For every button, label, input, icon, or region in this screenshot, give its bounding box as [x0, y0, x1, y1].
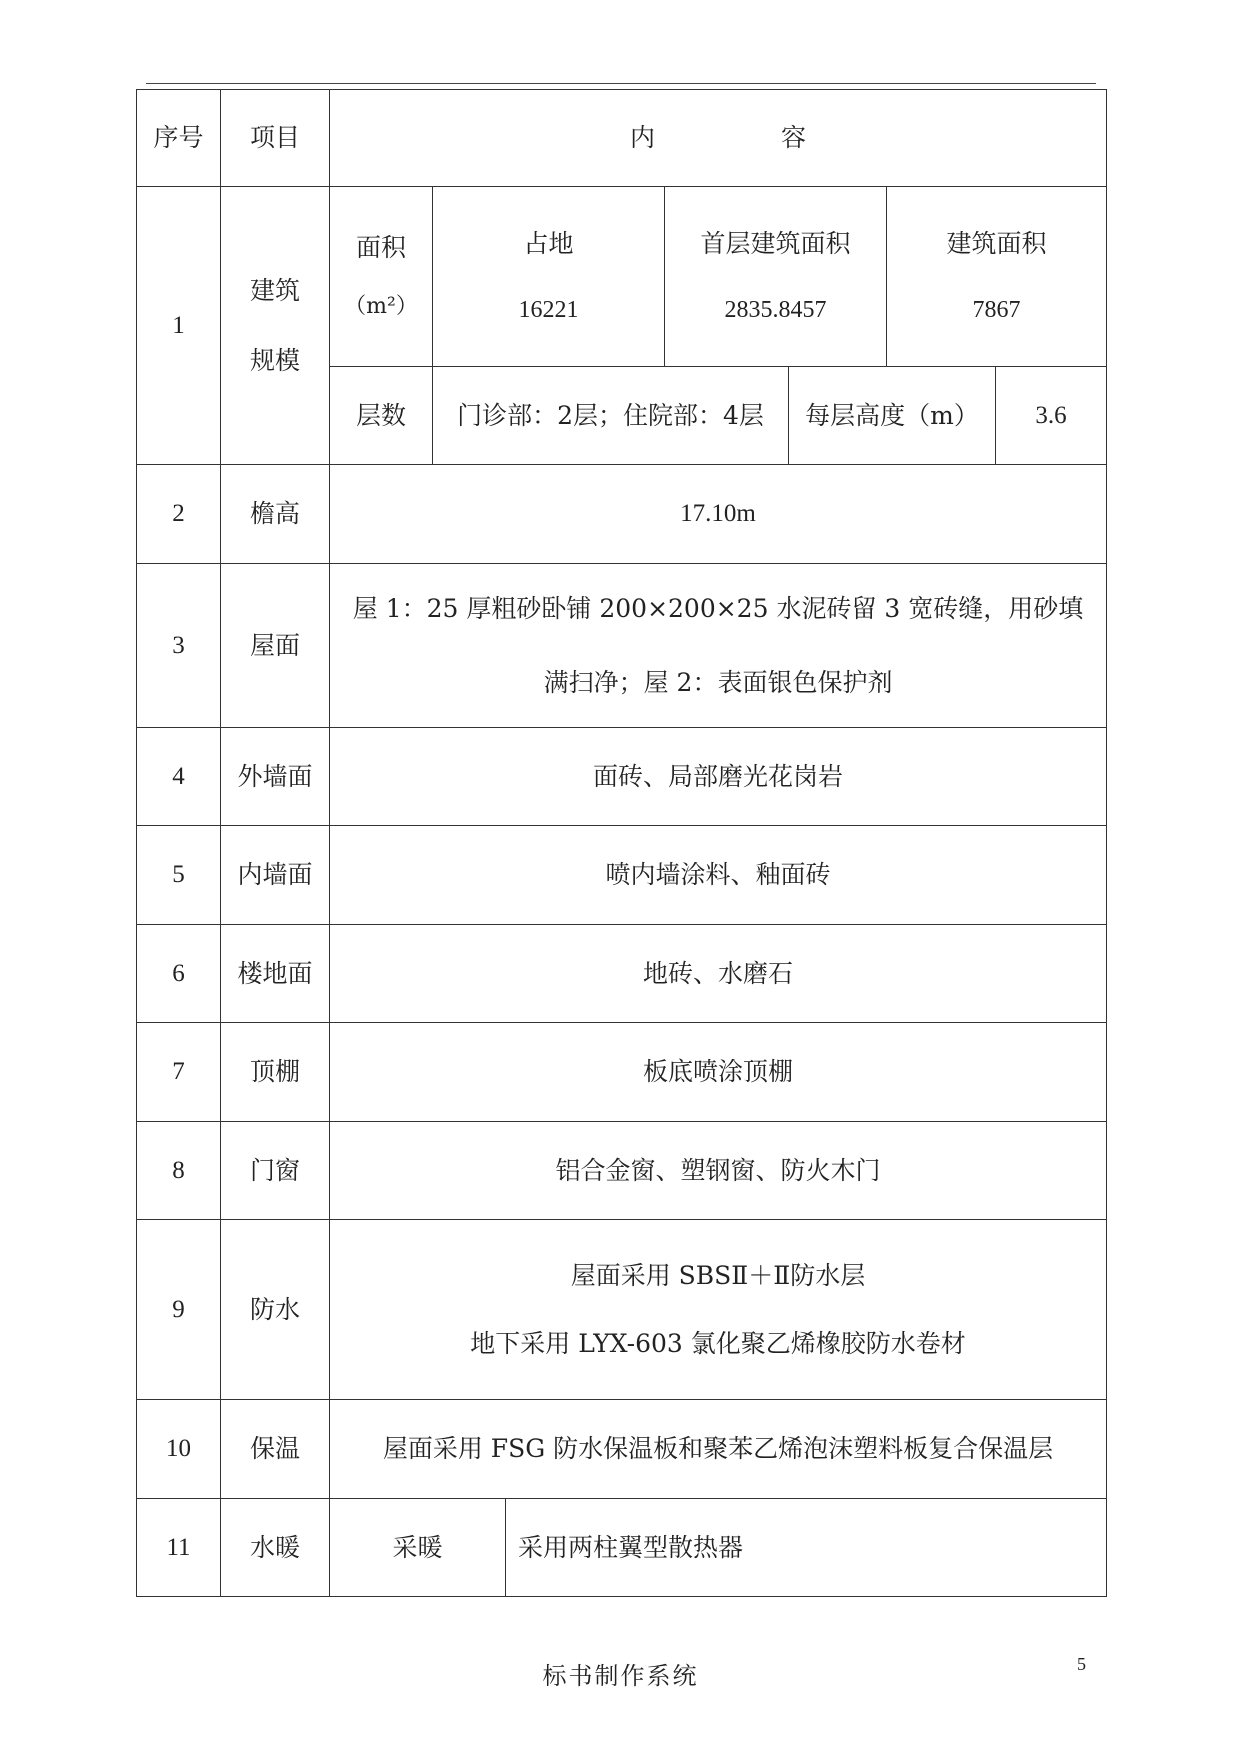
table-row: [137, 925, 1107, 1023]
row-content-line1: 屋 1：25 厚粗砂卧铺 200×200×25 水泥砖留 3 宽砖缝，用砂填: [352, 594, 1084, 624]
col-header-content: [330, 90, 1107, 187]
table-row: [137, 1400, 1107, 1499]
row-content: [330, 1220, 1107, 1400]
row-number: 5: [137, 826, 221, 925]
building-area-cell: [887, 187, 1107, 367]
ground-floor-area-label: 首层建筑面积: [700, 228, 851, 258]
row-item: 楼地面: [221, 925, 330, 1023]
row-content-line2: 地下采用 LYX-603 氯化聚乙烯橡胶防水卷材: [470, 1328, 966, 1358]
area-label-cell: [330, 187, 433, 367]
row-number: 11: [137, 1499, 221, 1597]
table-row: [137, 1499, 1107, 1597]
floors-label: 层数: [330, 367, 433, 465]
row-item: 门窗: [221, 1122, 330, 1220]
row-item: 外墙面: [221, 728, 330, 826]
table-header-row: [137, 90, 1107, 187]
table-row: [137, 465, 1107, 564]
floor-height-label: 每层高度（m）: [789, 367, 996, 465]
row-content: 喷内墙涂料、釉面砖: [330, 826, 1107, 925]
building-area-value: 7867: [972, 297, 1021, 324]
row-content-line1: 屋面采用 SBSⅡ＋Ⅱ防水层: [570, 1261, 866, 1291]
row-number: 1: [137, 187, 221, 465]
site-area-label: 占地: [523, 228, 574, 258]
building-area-label: 建筑面积: [946, 228, 1047, 258]
row-sub-item: 采暖: [330, 1499, 506, 1597]
project-spec-table: [136, 89, 1107, 1597]
row-content: [330, 564, 1107, 728]
col-header-content-a: 内: [630, 123, 656, 153]
table-row: [137, 564, 1107, 728]
row-item-line1: 建筑: [249, 276, 300, 306]
row-item: 檐高: [221, 465, 330, 564]
area-unit: （m²）: [344, 294, 418, 320]
table-row: [137, 1023, 1107, 1122]
row-content: 地砖、水磨石: [330, 925, 1107, 1023]
col-header-no: 序号: [137, 90, 221, 187]
row-item-line2: 规模: [249, 345, 300, 375]
row-item: 水暖: [221, 1499, 330, 1597]
footer-text: 标书制作系统: [542, 1662, 699, 1690]
row-number: 3: [137, 564, 221, 728]
site-area-cell: [433, 187, 665, 367]
row-content: 板底喷涂顶棚: [330, 1023, 1107, 1122]
ground-floor-area-cell: [665, 187, 887, 367]
header-rule: [146, 83, 1096, 84]
ground-floor-area-value: 2835.8457: [724, 297, 827, 324]
row-number: 7: [137, 1023, 221, 1122]
site-area-value: 16221: [518, 297, 579, 324]
row-item: 防水: [221, 1220, 330, 1400]
floor-height-value: 3.6: [996, 367, 1107, 465]
row-item: 顶棚: [221, 1023, 330, 1122]
table-row: [137, 1122, 1107, 1220]
row-item: 保温: [221, 1400, 330, 1499]
row-content: 铝合金窗、塑钢窗、防火木门: [330, 1122, 1107, 1220]
area-label: 面积: [355, 233, 406, 263]
table-row: [137, 826, 1107, 925]
col-header-item: 项目: [221, 90, 330, 187]
col-header-content-b: 容: [780, 123, 806, 153]
row-number: 9: [137, 1220, 221, 1400]
row-number: 8: [137, 1122, 221, 1220]
table-row: [137, 1220, 1107, 1400]
table-row: [137, 728, 1107, 826]
row-number: 4: [137, 728, 221, 826]
floors-value: 门诊部：2层；住院部：4层: [433, 367, 789, 465]
row-item: 屋面: [221, 564, 330, 728]
row-content-line2: 满扫净；屋 2：表面银色保护剂: [543, 667, 893, 697]
row-item: 内墙面: [221, 826, 330, 925]
row-number: 6: [137, 925, 221, 1023]
row-item: [221, 187, 330, 465]
row-number: 2: [137, 465, 221, 564]
row-number: 10: [137, 1400, 221, 1499]
row-content: 屋面采用 FSG 防水保温板和聚苯乙烯泡沫塑料板复合保温层: [330, 1400, 1107, 1499]
page-number: 5: [1077, 1654, 1086, 1674]
row-content: 17.10m: [330, 465, 1107, 564]
row-content: 采用两柱翼型散热器: [506, 1499, 1107, 1597]
row-content: 面砖、局部磨光花岗岩: [330, 728, 1107, 826]
table-row: [137, 187, 1107, 367]
